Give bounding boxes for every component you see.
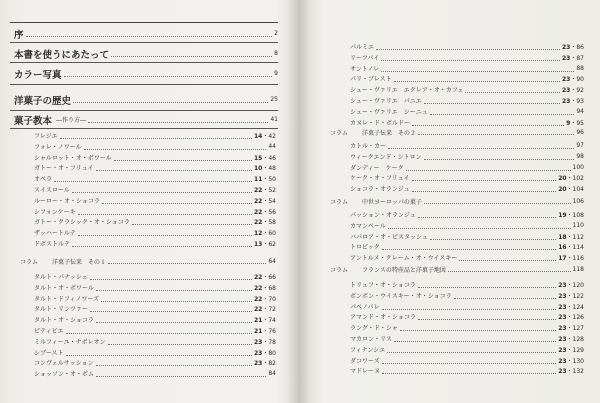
toc-entry (350, 74, 584, 83)
entry-pages: 23・124 (558, 303, 584, 311)
leader-dots (394, 335, 556, 342)
leader-dots (78, 229, 252, 236)
toc-entry (350, 141, 584, 150)
leader-dots (412, 185, 557, 192)
leader-dots (381, 65, 574, 72)
leader-dots (400, 324, 556, 331)
toc-entry (350, 210, 584, 219)
leader-dots (84, 143, 267, 150)
entry-pages: 23・93 (562, 98, 584, 105)
column-title: 中世ヨーロッパの菓子 (362, 198, 422, 206)
entry-title: ケーク・オ・フリュイ (350, 175, 410, 183)
toc-entry (350, 291, 584, 300)
toc-entry (34, 337, 276, 346)
leader-dots (406, 164, 571, 171)
leader-dots (90, 273, 252, 280)
entry-title: タルト・ドフィノワーズ (34, 295, 100, 303)
leader-dots (465, 86, 560, 93)
leader-dots (66, 327, 252, 334)
left-page (0, 0, 290, 403)
entry-title: ダコワーズ (350, 357, 380, 365)
entry-pages: 23・87 (562, 54, 584, 62)
entry-title: オペラ (34, 176, 53, 184)
toc-entry (34, 358, 276, 367)
section-rule (10, 84, 278, 85)
leader-dots (96, 164, 252, 171)
toc-entry (350, 345, 584, 354)
toc-entry (34, 153, 276, 162)
column-title: 洋菓子伝来 その２ (362, 129, 417, 137)
leader-dots (376, 43, 560, 50)
section-page: 9 (274, 70, 278, 77)
leader-dots (108, 338, 252, 345)
section-title: 序 (14, 29, 24, 41)
entry-pages: 23・126 (558, 314, 584, 322)
entry-title: ダンディー ケーク (350, 164, 404, 172)
entry-title: カヌレ・ド・ボルドー (350, 119, 411, 127)
column-label: コラム (20, 258, 38, 266)
leader-dots (132, 218, 252, 225)
column-heading (330, 127, 584, 137)
toc-entry (350, 356, 584, 365)
entry-pages: 23・92 (562, 87, 584, 95)
toc-entry (34, 174, 276, 183)
entry-pages: 17・116 (558, 255, 584, 263)
toc-entry (350, 53, 584, 62)
leader-dots (108, 258, 266, 264)
entry-pages: 16・114 (558, 244, 584, 252)
entry-pages: 88 (576, 64, 584, 72)
toc-entry (34, 283, 276, 292)
section-page: 41 (270, 116, 278, 123)
section-rule (10, 128, 278, 129)
entry-title: トロピック (350, 244, 380, 252)
section-page: 2 (274, 30, 278, 37)
section-page: 25 (270, 96, 278, 103)
leader-dots (430, 233, 556, 240)
entry-title: シャルロット・オ・ポワール (34, 154, 112, 162)
entry-title: アマンド・オ・ショコラ (350, 314, 416, 322)
entry-title: トリュフ・オ・ショコラ (350, 282, 416, 289)
entry-title: ガトー・オ・フリュイ (34, 165, 94, 173)
toc-entry (350, 118, 584, 127)
leader-dots (418, 211, 557, 218)
right-page (300, 0, 600, 403)
toc-entry (34, 304, 276, 313)
entry-pages: 23・82 (254, 360, 276, 368)
entry-title: ウィークエンド・シトロン (350, 153, 422, 161)
toc-section (14, 92, 278, 107)
toc-section (14, 66, 278, 81)
leader-dots (72, 240, 252, 247)
entry-title: フォレ・ノワール (34, 143, 82, 151)
entry-pages: 21・76 (254, 328, 276, 335)
leader-dots (382, 243, 556, 250)
entry-pages: 94 (576, 107, 584, 115)
leader-dots (114, 154, 252, 161)
toc-entry (34, 326, 276, 335)
entry-title: ミルフィーユ・ナポレオン (34, 338, 106, 346)
entry-pages: 84 (268, 370, 276, 378)
toc-entry (34, 239, 276, 248)
column-page: 106 (572, 197, 584, 205)
column-title: フランスの特産品と洋菓子地図 (362, 266, 446, 274)
toc-entry (34, 294, 276, 303)
entry-pages: 12・60 (254, 230, 276, 238)
column-title: 洋菓子伝来 その１ (52, 258, 107, 266)
toc-entry (34, 228, 276, 237)
entry-pages: 20・102 (558, 175, 584, 183)
entry-pages: 98 (576, 152, 584, 160)
toc-entry (34, 142, 276, 151)
toc-section (14, 46, 278, 61)
entry-title: サントノレ (350, 65, 380, 73)
leader-dots (90, 305, 252, 312)
entry-pages: 20・104 (558, 186, 584, 194)
entry-pages: 97 (576, 142, 584, 149)
entry-title: ザッハートルテ (34, 230, 76, 238)
column-heading (20, 256, 276, 266)
toc-entry (34, 163, 276, 172)
column-page: 64 (268, 257, 276, 265)
entry-title: ラング・ド・シャ (350, 325, 398, 333)
leader-dots (381, 54, 560, 61)
column-label: コラム (330, 129, 348, 137)
entry-pages: 23・122 (558, 292, 584, 300)
entry-title: スイスロール (34, 187, 70, 194)
leader-dots (424, 97, 560, 104)
toc-entry (350, 107, 584, 116)
leader-dots (459, 254, 556, 261)
section-title: 洋菓子の歴史 (14, 95, 72, 107)
entry-pages: 19・108 (558, 212, 584, 219)
toc-section (14, 112, 278, 127)
leader-dots (382, 367, 556, 374)
leader-dots (418, 281, 556, 288)
entry-pages: 11・50 (254, 176, 276, 184)
entry-title: シュー・ヴァリエ エクレア・オ・カフェ (350, 87, 464, 95)
section-title: 本書を使うにあたって (14, 49, 110, 61)
entry-title: パッション・オランジュ (350, 212, 416, 219)
toc-entry (350, 323, 584, 332)
leader-dots (412, 119, 564, 126)
entry-pages: 9・95 (566, 119, 584, 127)
leader-dots (412, 174, 557, 181)
leader-dots (78, 208, 252, 215)
toc-entry (350, 184, 584, 193)
entry-pages: 23・130 (558, 357, 584, 365)
leader-dots (96, 359, 252, 366)
entry-pages: 23・127 (558, 325, 584, 333)
entry-title: シュー・ヴァリエ パニエ (350, 98, 422, 105)
entry-title: マカロン・リス (350, 336, 392, 343)
entry-title: フィナンシエ (350, 346, 386, 354)
entry-pages: 15・46 (254, 154, 276, 162)
entry-title: カマンベール (350, 222, 386, 230)
entry-pages: 10・48 (254, 165, 276, 173)
toc-entry (350, 366, 584, 375)
toc-entry (34, 207, 276, 216)
entry-title: マドレーヌ (350, 368, 381, 376)
leader-dots (424, 198, 571, 204)
toc-entry (350, 253, 584, 262)
entry-title: ルーロー・オ・ショコラ (34, 197, 100, 205)
column-label: コラム (330, 266, 348, 274)
entry-title: フレジエ (34, 133, 58, 140)
toc-entry (350, 221, 584, 230)
column-heading (330, 264, 584, 274)
entry-title: タルト・リンツァー (34, 306, 88, 314)
entry-title: アントルメ・クレーム・オ・ウイスキー (350, 255, 458, 263)
leader-dots (26, 30, 273, 37)
toc-entry (34, 348, 276, 357)
entry-title: ピティビエ (34, 328, 64, 335)
section-rule (10, 110, 278, 111)
entry-pages: 110 (572, 221, 584, 229)
entry-title: シブースト (34, 349, 64, 357)
column-label: コラム (330, 198, 348, 206)
leader-dots (101, 295, 252, 302)
leader-dots (454, 292, 557, 299)
section-rule (10, 62, 278, 63)
leader-dots (102, 197, 252, 204)
entry-title: ショコラ・オランジュ (350, 186, 410, 194)
entry-pages: 23・129 (558, 346, 584, 354)
toc-entry (350, 302, 584, 311)
entry-title: シュー・ヴァリエ シーニュ (350, 108, 428, 116)
leader-dots (418, 129, 574, 135)
toc-entry (350, 173, 584, 182)
entry-pages: 23・80 (254, 349, 276, 357)
toc-entry (350, 42, 584, 51)
toc-entry (350, 163, 584, 172)
toc-entry (350, 334, 584, 343)
entry-pages: 22・68 (254, 284, 276, 292)
entry-pages: 22・52 (254, 187, 276, 194)
leader-dots (72, 186, 252, 193)
toc-entry (34, 369, 276, 378)
entry-pages: 22・58 (254, 219, 276, 227)
entry-title: タルト・オ・ポワール (34, 284, 94, 292)
entry-pages: 21・74 (254, 317, 276, 325)
entry-pages: 14・42 (254, 133, 276, 140)
column-page: 96 (576, 128, 584, 136)
leader-dots (388, 142, 574, 149)
leader-dots (88, 116, 268, 123)
entry-pages: 22・56 (254, 208, 276, 216)
leader-dots (54, 175, 252, 182)
entry-title: ドボストルテ (34, 241, 71, 248)
leader-dots (388, 222, 571, 229)
toc-entry (350, 232, 584, 241)
toc-section (14, 26, 278, 41)
leader-dots (382, 357, 556, 364)
leader-dots (96, 370, 266, 377)
leader-dots (394, 75, 560, 82)
leader-dots (60, 132, 252, 139)
entry-title: パペノパレ (350, 303, 380, 311)
entry-title: シフォンケーキ (34, 208, 76, 216)
entry-title: ガトー・クラシック・オ・ショコラ (34, 219, 130, 227)
entry-title: パリ・ブレスト (350, 76, 392, 84)
entry-title: パルミエ (350, 44, 375, 51)
leader-dots (111, 50, 272, 57)
column-page: 118 (572, 265, 584, 273)
entry-pages: 44 (268, 142, 276, 150)
entry-title: カトル・カー (350, 143, 387, 150)
toc-entry (350, 152, 584, 161)
section-page: 8 (274, 50, 278, 57)
column-heading (330, 196, 584, 206)
toc-entry (350, 242, 584, 251)
toc-entry (34, 217, 276, 226)
top-rule (10, 22, 278, 23)
section-rule (10, 42, 278, 43)
entry-pages: 23・120 (558, 282, 584, 289)
section-title: カラー写真 (14, 69, 62, 81)
entry-title: コンヴェルサッション (34, 360, 94, 368)
leader-dots (96, 316, 252, 323)
toc-entry (34, 272, 276, 281)
entry-title: ショッソン・オ・ポム (34, 371, 94, 379)
toc-entry (350, 96, 584, 105)
leader-dots (387, 346, 556, 353)
leader-dots (66, 349, 252, 356)
leader-dots (96, 284, 252, 291)
toc-entry (34, 196, 276, 205)
section-subtitle: ―作り方― (56, 117, 87, 124)
toc-entry (34, 185, 276, 194)
entry-pages: 23・90 (562, 76, 584, 84)
entry-pages: 22・70 (254, 295, 276, 303)
entry-pages: 100 (572, 163, 584, 171)
toc-entry (350, 64, 584, 73)
leader-dots (430, 108, 575, 115)
leader-dots (382, 303, 557, 310)
entry-title: タルト・オ・ショコラ (34, 317, 94, 325)
toc-entry (350, 85, 584, 94)
entry-title: リーフパイ (350, 54, 380, 62)
entry-pages: 22・54 (254, 197, 276, 205)
entry-pages: 23・128 (558, 336, 584, 343)
leader-dots (448, 266, 571, 272)
toc-entry (34, 131, 276, 140)
entry-pages: 13・62 (254, 241, 276, 248)
toc-entry (34, 315, 276, 324)
entry-title: バパロア・オ・ピスタッシュ (350, 233, 428, 241)
leader-dots (64, 70, 273, 77)
entry-title: タルト・パナッシェ (34, 274, 88, 281)
toc-entry (350, 312, 584, 321)
entry-pages: 22・72 (254, 306, 276, 314)
entry-pages: 22・66 (254, 274, 276, 281)
leader-dots (73, 96, 268, 103)
leader-dots (418, 313, 556, 320)
leader-dots (424, 153, 575, 160)
entry-pages: 23・78 (254, 338, 276, 346)
entry-pages: 18・112 (558, 233, 584, 241)
entry-pages: 23・132 (558, 368, 584, 376)
section-title: 菓子教本 (14, 115, 53, 127)
entry-pages: 23・86 (562, 44, 584, 51)
toc-entry (350, 280, 584, 289)
entry-title: ボンボン・ウイスキー・オ・ショコラ (350, 292, 452, 300)
